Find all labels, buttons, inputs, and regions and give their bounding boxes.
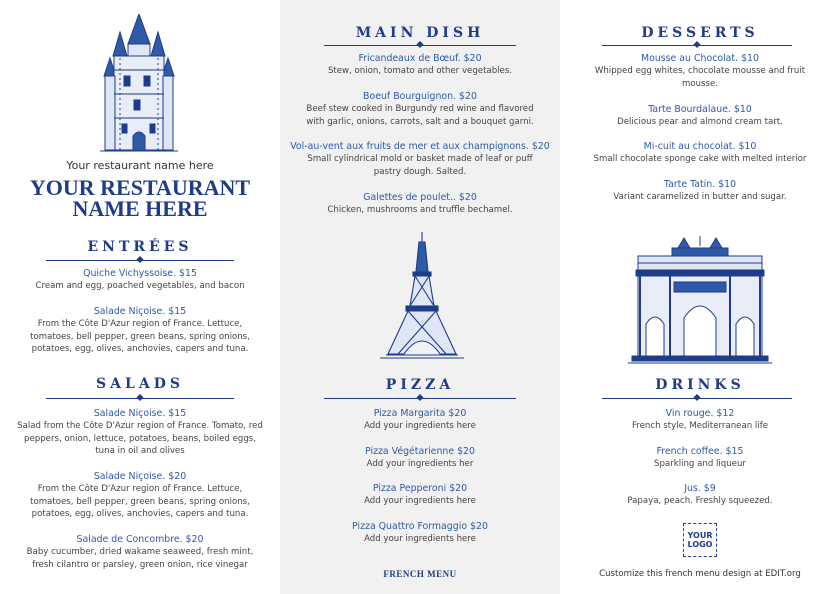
pizza-item-desc: Add your ingredients her (366, 459, 474, 469)
entree-item (10, 305, 270, 356)
dessert-item-name: Mi-cuit au chocolat. $10 (643, 141, 757, 152)
dessert-item-desc: Delicious pear and almond cream tart. (617, 117, 783, 127)
pizza-item-name: Pizza Pepperoni $20 (372, 483, 468, 494)
dessert-item-desc: mousse. (681, 78, 719, 89)
eiffel-tower-illustration (376, 232, 468, 362)
entrees-divider (46, 260, 234, 261)
entree-item-name: Salade Niçoise. $15 (93, 306, 187, 317)
pizza-item (286, 482, 554, 508)
entree-item-desc: tomatoes, bell pepper, green beans, spring onions, (30, 331, 250, 342)
salad-item-desc: From the Côte D'Azur region of France. Lettuce, (37, 484, 243, 494)
salad-item-desc: Baby cucumber, dried wakame seaweed, fresh mint, (26, 547, 254, 557)
main-dish-heading: MAIN DISH (355, 25, 485, 41)
drink-item-desc: French style, Mediterranean life (631, 421, 769, 431)
logo-placeholder[interactable] (683, 523, 717, 557)
logo-text-line2: LOGO (687, 540, 713, 549)
entrees-heading: ENTRÉES (87, 239, 193, 255)
main-dish-item-name: Vol-au-vent aux fruits de mer et aux champignons. $20 (290, 141, 550, 152)
drink-item (564, 482, 836, 508)
dessert-item (564, 140, 836, 166)
salad-item-name: Salade de Concombre. $20 (76, 534, 204, 545)
center-panel (280, 0, 560, 594)
entree-item-desc: From the Côte D'Azur region of France. Lettuce, (37, 319, 243, 329)
dessert-item (564, 103, 836, 129)
salad-item-name: Salade Niçoise. $20 (93, 471, 187, 482)
salad-item (6, 407, 274, 458)
desserts-heading: DESSERTS (641, 25, 759, 41)
salad-item-desc: peppers, onion, lettuce, potatoes, beans, boiled eggs, (24, 433, 256, 444)
pizza-heading: PIZZA (385, 377, 455, 393)
salad-item-desc: tuna in oil and olives (95, 446, 185, 457)
main-dish-item-name: Boeuf Bourguignon. $20 (363, 91, 477, 102)
pizza-item (286, 520, 554, 546)
dessert-item (564, 178, 836, 204)
pizza-divider (324, 398, 516, 399)
salad-item-desc: Salad from the Côte D'Azur region of France. Tomato, red (17, 421, 263, 431)
pizza-item-name: Pizza Quattro Formaggio $20 (352, 521, 488, 532)
dessert-item-desc: Whipped egg whites, chocolate mousse and fruit (594, 66, 806, 76)
entree-item (10, 267, 270, 293)
pizza-item (286, 407, 554, 433)
right-panel (560, 0, 840, 594)
drink-item-name: Jus. $9 (684, 483, 716, 494)
pizza-item-desc: Add your ingredients here (364, 421, 476, 431)
drink-item (564, 445, 836, 471)
drinks-heading: DRINKS (655, 377, 745, 393)
main-dish-item-desc: pastry dough. Salted. (373, 166, 467, 177)
salads-divider (46, 398, 234, 399)
entree-item-name: Quiche Vichyssoise. $15 (83, 268, 197, 279)
main-dish-item-name: Fricandeaux de Bœuf. $20 (358, 53, 482, 64)
salad-item-name: Salade Niçoise. $15 (93, 408, 187, 419)
main-dish-item (286, 90, 554, 128)
salad-item-desc: fresh cilantro or parsley, green onion, rice vinegar (32, 559, 248, 570)
main-dish-item-desc: Small cylindrical mold or basket made of leaf or puff (307, 154, 533, 164)
main-dish-item (286, 140, 554, 178)
arc-de-triomphe-illustration (628, 234, 772, 364)
dessert-item-name: Tarte Tatin. $10 (663, 179, 737, 190)
main-dish-item (286, 52, 554, 78)
dessert-item-desc: Variant caramelized in butter and sugar. (613, 192, 787, 202)
main-dish-item-desc: Stew, onion, tomato and other vegetables. (327, 66, 513, 76)
left-panel (0, 0, 280, 594)
dessert-item-name: Mousse au Chocolat. $10 (641, 53, 759, 64)
main-dish-item (286, 191, 554, 217)
restaurant-name-big-line1: YOUR RESTAURANT (29, 175, 251, 200)
pizza-item-desc: Add your ingredients here (364, 534, 476, 544)
pizza-item-desc: Add your ingredients here (364, 496, 476, 506)
drink-item-name: Vin rouge. $12 (665, 408, 735, 419)
drink-item-desc: Papaya, peach. Freshly squeezed. (627, 496, 773, 506)
drink-item-name: French coffee. $15 (656, 446, 744, 457)
main-dish-divider (324, 45, 516, 46)
main-dish-item-desc: with garlic, onions, carrots, salt and a bouquet garni. (306, 116, 534, 127)
french-menu-label: FRENCH MENU (383, 569, 457, 579)
castle-illustration (100, 14, 178, 152)
dessert-item-desc: Small chocolate sponge cake with melted interior (593, 154, 807, 164)
dessert-item (564, 52, 836, 90)
salad-item (6, 470, 274, 521)
drink-item-desc: Sparkling and liqueur (654, 459, 746, 469)
entree-item-desc: Cream and egg, poached vegetables, and bacon (35, 281, 245, 291)
footer-note: Customize this french menu design at EDIT.org (599, 569, 801, 579)
salad-item (6, 533, 274, 571)
logo-text-line1: YOUR (687, 531, 713, 540)
pizza-item (286, 445, 554, 471)
salad-item-desc: potatoes, egg, olives, anchovies, capers and tuna. (31, 509, 249, 520)
salads-heading: SALADS (96, 376, 184, 392)
entree-item-desc: potatoes, egg, olives, anchovies, capers and tuna. (31, 344, 249, 355)
dessert-item-name: Tarte Bourdalaue. $10 (648, 104, 752, 115)
pizza-item-name: Pizza Végétarienne $20 (365, 446, 475, 457)
drink-item (564, 407, 836, 433)
main-dish-item-desc: Beef stew cooked in Burgundy red wine and flavored (306, 104, 534, 114)
restaurant-name-big-line2: NAME HERE (72, 196, 208, 221)
drinks-divider (602, 398, 792, 399)
pizza-item-name: Pizza Margarita $20 (373, 408, 467, 419)
main-dish-item-name: Galettes de poulet.. $20 (363, 192, 477, 203)
desserts-divider (602, 45, 792, 46)
restaurant-name-small: Your restaurant name here (66, 159, 214, 172)
main-dish-item-desc: Chicken, mushrooms and truffle bechamel. (327, 205, 513, 215)
salad-item-desc: tomatoes, bell pepper, green beans, spring onions, (30, 496, 250, 507)
